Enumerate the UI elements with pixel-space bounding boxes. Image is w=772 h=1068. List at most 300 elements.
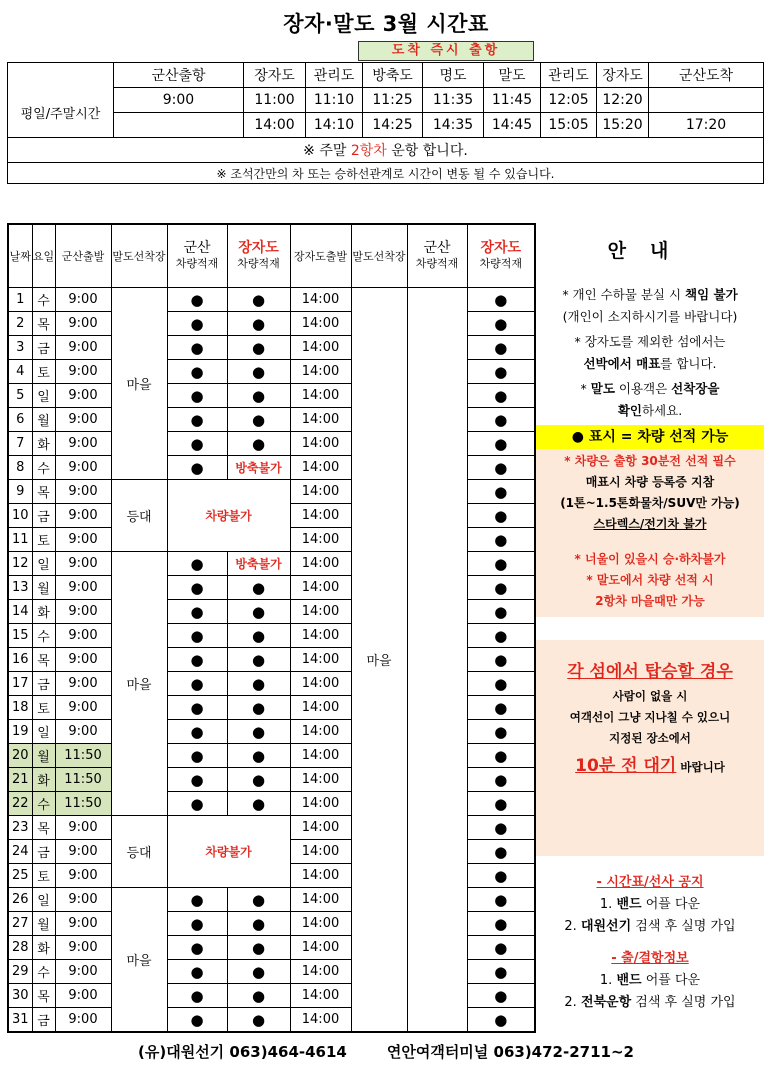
contact-footer — [0, 1041, 772, 1062]
day-cell: 목 — [32, 984, 55, 1008]
jangjado-depart-cell: 14:00 — [290, 744, 351, 768]
jangjado-car-load-2-cell: ● — [467, 408, 535, 432]
gunsan-car-load-cell: ● — [167, 576, 227, 600]
day-cell: 금 — [32, 336, 55, 360]
jangjado-car-load-cell: ● — [227, 576, 290, 600]
route-time-cell: 14:00 — [244, 113, 306, 138]
info-maldo-bold2: 선착장을 — [671, 381, 720, 396]
weekend-note-prefix: ※ 주말 — [303, 143, 351, 159]
notice-step-bold: 대원선기 — [580, 919, 632, 934]
car-rule-line: * 말도에서 차량 선적 시 — [586, 573, 714, 587]
jangjado-car-load-2-cell: ● — [467, 984, 535, 1008]
company-phone: (유)대원선기 063)464-4614 — [138, 1043, 347, 1061]
info-maldo-2 — [536, 400, 764, 422]
gunsan-car-load-cell: ● — [167, 768, 227, 792]
jangjado-depart-cell: 14:00 — [290, 576, 351, 600]
day-cell: 목 — [32, 648, 55, 672]
date-cell: 17 — [8, 672, 32, 696]
jangjado-depart-cell: 14:00 — [290, 696, 351, 720]
maldo-dock-cell: 마을 — [111, 888, 167, 1033]
route-row-label: 평일/주말시간 — [8, 88, 114, 138]
jangjado-depart-cell: 14:00 — [290, 456, 351, 480]
depart-time-cell: 9:00 — [55, 936, 111, 960]
gunsan-car-load-cell: ● — [167, 672, 227, 696]
info-ticketing-1: * 장자도를 제외한 섬에서는 — [574, 334, 726, 349]
jangjado-depart-cell: 14:00 — [290, 504, 351, 528]
date-cell: 31 — [8, 1008, 32, 1033]
notice-step-1 — [536, 894, 764, 916]
info-ticketing-2 — [536, 353, 764, 375]
route-header-cell: 명도 — [423, 63, 484, 88]
header-depart: 군산출발 — [55, 224, 111, 288]
day-cell: 월 — [32, 744, 55, 768]
arrival-departure-banner: 도착 즉시 출항 — [358, 41, 534, 61]
jangjado-depart-cell: 14:00 — [290, 768, 351, 792]
info-lost-item-text: * 개인 수하물 분실 시 — [562, 287, 686, 302]
jangjado-depart-cell: 14:00 — [290, 648, 351, 672]
date-cell: 22 — [8, 792, 32, 816]
jangjado-car-load-2-cell: ● — [467, 1008, 535, 1033]
route-time-cell: 14:10 — [306, 113, 363, 138]
date-cell: 14 — [8, 600, 32, 624]
info-ticketing-suffix: 를 합니다. — [660, 356, 717, 371]
tide-note-row — [8, 163, 764, 184]
day-cell: 토 — [32, 360, 55, 384]
day-cell: 목 — [32, 312, 55, 336]
info-notes — [536, 284, 764, 422]
weekend-note-suffix: 운항 합니다. — [386, 143, 468, 159]
day-cell: 일 — [32, 384, 55, 408]
depart-time-cell: 11:50 — [55, 744, 111, 768]
jangjado-car-load-cell: ● — [227, 360, 290, 384]
status-step-2 — [536, 992, 764, 1014]
day-cell: 수 — [32, 792, 55, 816]
jangjado-depart-cell: 14:00 — [290, 912, 351, 936]
maldo-dock-2-cell: 마을 — [351, 288, 407, 1033]
jangjado-car-load-cell: ● — [227, 336, 290, 360]
depart-time-cell: 9:00 — [55, 720, 111, 744]
day-cell: 토 — [32, 696, 55, 720]
depart-time-cell: 9:00 — [55, 480, 111, 504]
car-rule-line: (1톤~1.5톤화물차/SUV만 가능) — [560, 496, 740, 510]
jangjado-car-load-cell: ● — [227, 384, 290, 408]
jangjado-depart-cell: 14:00 — [290, 432, 351, 456]
jangjado-car-load-cell: ● — [227, 936, 290, 960]
gunsan-car-load-cell: ● — [167, 648, 227, 672]
gunsan-car-load-cell: ● — [167, 792, 227, 816]
depart-time-cell: 9:00 — [55, 960, 111, 984]
jangjado-car-load-2-cell: ● — [467, 600, 535, 624]
daily-schedule-body — [8, 224, 535, 1032]
jangjado-car-load-cell: ● — [227, 1008, 290, 1033]
date-cell: 30 — [8, 984, 32, 1008]
route-time-cell: 14:25 — [363, 113, 423, 138]
boarding-title: 각 섬에서 탑승할 경우 — [567, 662, 733, 682]
jangjado-car-load-cell: ● — [227, 408, 290, 432]
jangjado-car-load-2-cell: ● — [467, 816, 535, 840]
jangjado-car-load-2-cell: ● — [467, 528, 535, 552]
day-cell: 월 — [32, 408, 55, 432]
jangjado-car-load-2-cell: ● — [467, 360, 535, 384]
date-cell: 5 — [8, 384, 32, 408]
jangjado-depart-cell: 14:00 — [290, 480, 351, 504]
day-cell: 일 — [32, 888, 55, 912]
depart-time-cell: 9:00 — [55, 864, 111, 888]
date-cell: 27 — [8, 912, 32, 936]
jangjado-car-load-cell: ● — [227, 600, 290, 624]
car-rule-line: 스타렉스/전기차 불가 — [593, 517, 707, 531]
day-cell: 수 — [32, 456, 55, 480]
gunsan-car-load-cell: ● — [167, 552, 227, 576]
no-car-cell: 차량불가 — [167, 816, 290, 888]
jangjado-depart-cell: 14:00 — [290, 816, 351, 840]
jangjado-car-load-cell: ● — [227, 672, 290, 696]
header-jangjado-load — [227, 224, 290, 288]
gunsan-car-load-cell: ● — [167, 384, 227, 408]
car-rule-line: * 너울이 있을시 승·하차불가 — [574, 552, 726, 566]
jangjado-depart-cell: 14:00 — [290, 888, 351, 912]
depart-time-cell: 9:00 — [55, 888, 111, 912]
route-header-cell: 군산출항 — [114, 63, 244, 88]
jangjado-car-load-cell: ● — [227, 768, 290, 792]
notice-step-num: 1. — [599, 897, 617, 912]
route-header-cell: 군산도착 — [649, 63, 764, 88]
gunsan-car-load-cell: ● — [167, 624, 227, 648]
info-maldo-1 — [536, 378, 764, 400]
jangjado-depart-cell: 14:00 — [290, 600, 351, 624]
day-cell: 토 — [32, 528, 55, 552]
gunsan-car-load-cell: ● — [167, 336, 227, 360]
jangjado-depart-cell: 14:00 — [290, 312, 351, 336]
day-cell: 일 — [32, 552, 55, 576]
gunsan-car-load-cell: ● — [167, 936, 227, 960]
day-cell: 화 — [32, 600, 55, 624]
day-cell: 수 — [32, 960, 55, 984]
route-header-cell: 방축도 — [363, 63, 423, 88]
header-gunsan-load — [167, 224, 227, 288]
status-step-num: 2. — [564, 995, 581, 1010]
jangjado-car-load-2-cell: ● — [467, 384, 535, 408]
notice-section — [536, 872, 764, 1014]
route-time-cell: 15:05 — [541, 113, 597, 138]
info-lost-item-2: (개인이 소지하시기를 바랍니다) — [562, 309, 738, 324]
gunsan-car-load-cell: ● — [167, 1008, 227, 1033]
route-header-cell: 말도 — [484, 63, 541, 88]
info-maldo-mid: 이용객은 — [614, 381, 672, 396]
jangjado-car-load-cell: ● — [227, 312, 290, 336]
info-ticketing-bold: 선박에서 매표 — [583, 356, 661, 371]
date-cell: 8 — [8, 456, 32, 480]
date-cell: 1 — [8, 288, 32, 312]
jangjado-car-load-cell: ● — [227, 720, 290, 744]
route-time-cell: 15:20 — [597, 113, 649, 138]
weekend-note-highlight: 2항차 — [350, 143, 387, 159]
date-cell: 19 — [8, 720, 32, 744]
notice-step-2 — [536, 916, 764, 938]
depart-time-cell: 9:00 — [55, 1008, 111, 1033]
jangjado-car-load-cell: ● — [227, 792, 290, 816]
depart-time-cell: 9:00 — [55, 816, 111, 840]
info-maldo-prefix: * — [580, 381, 591, 396]
header-jangjado-load-line1: 장자도 — [238, 240, 279, 256]
gunsan-car-load-cell: ● — [167, 600, 227, 624]
depart-time-cell: 9:00 — [55, 552, 111, 576]
route-time-cell: 11:35 — [423, 88, 484, 113]
jangjado-depart-cell: 14:00 — [290, 960, 351, 984]
depart-time-cell: 9:00 — [55, 360, 111, 384]
header-jangjado-depart: 장자도출발 — [290, 224, 351, 288]
date-cell: 21 — [8, 768, 32, 792]
date-cell: 23 — [8, 816, 32, 840]
date-cell: 15 — [8, 624, 32, 648]
gunsan-car-load-cell: ● — [167, 696, 227, 720]
jangjado-depart-cell: 14:00 — [290, 984, 351, 1008]
weekend-note-row — [8, 138, 764, 163]
route-time-cell: 17:20 — [649, 113, 764, 138]
jangjado-depart-cell: 14:00 — [290, 864, 351, 888]
maldo-dock-cell: 등대 — [111, 816, 167, 888]
route-time-cell: 11:10 — [306, 88, 363, 113]
gunsan-car-load-cell: ● — [167, 744, 227, 768]
route-time-cell: 12:20 — [597, 88, 649, 113]
jangjado-car-load-cell: ● — [227, 912, 290, 936]
depart-time-cell: 9:00 — [55, 456, 111, 480]
jangjado-depart-cell: 14:00 — [290, 840, 351, 864]
boarding-wait-big: 10분 전 대기 — [575, 756, 677, 776]
jangjado-car-load-cell: ● — [227, 432, 290, 456]
jangjado-depart-cell: 14:00 — [290, 672, 351, 696]
gunsan-car-load-2-column — [407, 288, 467, 1033]
jangjado-car-load-cell: ● — [227, 984, 290, 1008]
maldo-dock-cell: 마을 — [111, 552, 167, 816]
jangjado-depart-cell: 14:00 — [290, 792, 351, 816]
jangjado-car-load-2-cell: ● — [467, 912, 535, 936]
jangjado-car-load-cell: ● — [227, 960, 290, 984]
header-gunsan-load-2-line1: 군산 — [423, 240, 451, 256]
header-jangjado-load-2-line1: 장자도 — [480, 240, 522, 256]
notice-title: - 시간표/선사 공지 — [596, 875, 704, 890]
jangjado-car-load-cell: 방축불가 — [227, 552, 290, 576]
weekend-note — [8, 138, 764, 163]
day-cell: 수 — [32, 624, 55, 648]
date-cell: 24 — [8, 840, 32, 864]
day-cell: 화 — [32, 432, 55, 456]
day-cell: 일 — [32, 720, 55, 744]
depart-time-cell: 9:00 — [55, 384, 111, 408]
jangjado-depart-cell: 14:00 — [290, 360, 351, 384]
date-cell: 6 — [8, 408, 32, 432]
route-header-cell: 관리도 — [306, 63, 363, 88]
route-header-cell: 장자도 — [597, 63, 649, 88]
route-header-cell: 관리도 — [541, 63, 597, 88]
gunsan-car-load-cell: ● — [167, 960, 227, 984]
depart-time-cell: 9:00 — [55, 576, 111, 600]
jangjado-car-load-cell: 방축불가 — [227, 456, 290, 480]
status-step-1 — [536, 970, 764, 992]
jangjado-car-load-2-cell: ● — [467, 336, 535, 360]
gunsan-car-load-cell: ● — [167, 288, 227, 312]
route-header-blank — [8, 63, 114, 88]
info-maldo-bold1: 말도 — [590, 381, 615, 396]
route-time-row-1 — [8, 88, 764, 113]
header-jangjado-load-line2: 차량적재 — [237, 257, 280, 270]
daily-header-row — [8, 224, 535, 288]
day-cell: 금 — [32, 840, 55, 864]
date-cell: 11 — [8, 528, 32, 552]
route-time-cell: 14:45 — [484, 113, 541, 138]
depart-time-cell: 9:00 — [55, 504, 111, 528]
route-time-cell — [114, 113, 244, 138]
no-car-cell: 차량불가 — [167, 480, 290, 552]
gunsan-car-load-cell: ● — [167, 888, 227, 912]
date-cell: 28 — [8, 936, 32, 960]
date-cell: 20 — [8, 744, 32, 768]
jangjado-car-load-2-cell: ● — [467, 624, 535, 648]
route-time-row-2 — [8, 113, 764, 138]
jangjado-car-load-2-cell: ● — [467, 552, 535, 576]
header-gunsan-load-line2: 차량적재 — [175, 257, 219, 270]
jangjado-car-load-2-cell: ● — [467, 288, 535, 312]
route-time-cell: 11:45 — [484, 88, 541, 113]
notice-step-bold: 밴드 — [616, 897, 642, 912]
jangjado-car-load-2-cell: ● — [467, 456, 535, 480]
status-step-bold: 밴드 — [616, 973, 642, 988]
route-time-cell — [649, 88, 764, 113]
depart-time-cell: 9:00 — [55, 984, 111, 1008]
day-cell: 수 — [32, 288, 55, 312]
day-cell: 화 — [32, 936, 55, 960]
status-step-rest: 어플 다운 — [641, 973, 701, 988]
boarding-wait — [536, 751, 764, 776]
route-time-cell: 9:00 — [114, 88, 244, 113]
date-cell: 4 — [8, 360, 32, 384]
jangjado-car-load-2-cell: ● — [467, 480, 535, 504]
header-gunsan-load-2 — [407, 224, 467, 288]
jangjado-depart-cell: 14:00 — [290, 624, 351, 648]
jangjado-car-load-2-cell: ● — [467, 936, 535, 960]
terminal-phone: 연안여객터미널 063)472-2711~2 — [386, 1043, 634, 1061]
day-cell: 금 — [32, 1008, 55, 1033]
info-maldo-line2-bold: 확인 — [617, 403, 642, 418]
jangjado-car-load-2-cell: ● — [467, 888, 535, 912]
tide-note: ※ 조석간만의 차 또는 승하선관계로 시간이 변동 될 수 있습니다. — [8, 163, 764, 184]
car-rule-line: 매표시 차량 등록증 지참 — [585, 475, 715, 489]
status-step-bold: 전북운항 — [580, 995, 632, 1010]
boarding-notice-box — [536, 640, 764, 856]
info-lost-item — [536, 284, 764, 306]
day-cell: 월 — [32, 576, 55, 600]
jangjado-car-load-2-cell: ● — [467, 648, 535, 672]
header-date: 날짜 — [8, 224, 32, 288]
jangjado-car-load-cell: ● — [227, 288, 290, 312]
route-time-cell: 11:00 — [244, 88, 306, 113]
jangjado-car-load-cell: ● — [227, 888, 290, 912]
notice-step-rest: 검색 후 실명 가입 — [631, 919, 736, 934]
day-cell: 토 — [32, 864, 55, 888]
route-time-cell: 11:25 — [363, 88, 423, 113]
date-cell: 12 — [8, 552, 32, 576]
daily-schedule-table — [7, 223, 536, 1033]
depart-time-cell: 9:00 — [55, 336, 111, 360]
car-rule-line: * 차량은 출항 30분전 선적 필수 — [564, 454, 736, 468]
jangjado-depart-cell: 14:00 — [290, 552, 351, 576]
gunsan-car-load-cell: ● — [167, 912, 227, 936]
jangjado-depart-cell: 14:00 — [290, 528, 351, 552]
date-cell: 3 — [8, 336, 32, 360]
jangjado-depart-cell: 14:00 — [290, 288, 351, 312]
depart-time-cell: 9:00 — [55, 600, 111, 624]
jangjado-car-load-2-cell: ● — [467, 840, 535, 864]
depart-time-cell: 11:50 — [55, 792, 111, 816]
jangjado-depart-cell: 14:00 — [290, 936, 351, 960]
info-lost-item-bold: 책임 불가 — [685, 287, 738, 302]
depart-time-cell: 11:50 — [55, 768, 111, 792]
header-gunsan-load-line1: 군산 — [183, 240, 211, 256]
schedule-row — [8, 288, 535, 312]
date-cell: 29 — [8, 960, 32, 984]
depart-time-cell: 9:00 — [55, 696, 111, 720]
jangjado-car-load-cell: ● — [227, 744, 290, 768]
date-cell: 2 — [8, 312, 32, 336]
gunsan-car-load-cell: ● — [167, 312, 227, 336]
jangjado-car-load-2-cell: ● — [467, 960, 535, 984]
jangjado-car-load-cell: ● — [227, 696, 290, 720]
depart-time-cell: 9:00 — [55, 528, 111, 552]
maldo-dock-cell: 마을 — [111, 288, 167, 480]
status-step-rest: 검색 후 실명 가입 — [631, 995, 736, 1010]
gunsan-car-load-cell: ● — [167, 720, 227, 744]
jangjado-depart-cell: 14:00 — [290, 336, 351, 360]
status-step-num: 1. — [599, 973, 617, 988]
jangjado-depart-cell: 14:00 — [290, 408, 351, 432]
depart-time-cell: 9:00 — [55, 408, 111, 432]
jangjado-car-load-cell: ● — [227, 624, 290, 648]
jangjado-car-load-2-cell: ● — [467, 432, 535, 456]
status-title: - 출/결항정보 — [611, 951, 689, 966]
gunsan-car-load-cell: ● — [167, 984, 227, 1008]
gunsan-car-load-cell: ● — [167, 360, 227, 384]
date-cell: 26 — [8, 888, 32, 912]
depart-time-cell: 9:00 — [55, 288, 111, 312]
header-day: 요일 — [32, 224, 55, 288]
day-cell: 월 — [32, 912, 55, 936]
car-rules-box — [536, 449, 764, 617]
header-maldo-dock: 말도선착장 — [111, 224, 167, 288]
route-header-row — [8, 63, 764, 88]
jangjado-car-load-2-cell: ● — [467, 720, 535, 744]
day-cell: 목 — [32, 480, 55, 504]
header-maldo-dock-2: 말도선착장 — [351, 224, 407, 288]
depart-time-cell: 9:00 — [55, 840, 111, 864]
depart-time-cell: 9:00 — [55, 312, 111, 336]
date-cell: 18 — [8, 696, 32, 720]
day-cell: 목 — [32, 816, 55, 840]
jangjado-car-load-2-cell: ● — [467, 504, 535, 528]
jangjado-car-load-2-cell: ● — [467, 768, 535, 792]
date-cell: 9 — [8, 480, 32, 504]
date-cell: 25 — [8, 864, 32, 888]
jangjado-car-load-2-cell: ● — [467, 672, 535, 696]
boarding-line: 여객선이 그냥 지나칠 수 있으니 — [569, 710, 731, 724]
depart-time-cell: 9:00 — [55, 672, 111, 696]
depart-time-cell: 9:00 — [55, 624, 111, 648]
maldo-dock-cell: 등대 — [111, 480, 167, 552]
depart-time-cell: 9:00 — [55, 648, 111, 672]
jangjado-car-load-2-cell: ● — [467, 744, 535, 768]
gunsan-car-load-cell: ● — [167, 432, 227, 456]
jangjado-depart-cell: 14:00 — [290, 1008, 351, 1033]
notice-step-num: 2. — [564, 919, 581, 934]
